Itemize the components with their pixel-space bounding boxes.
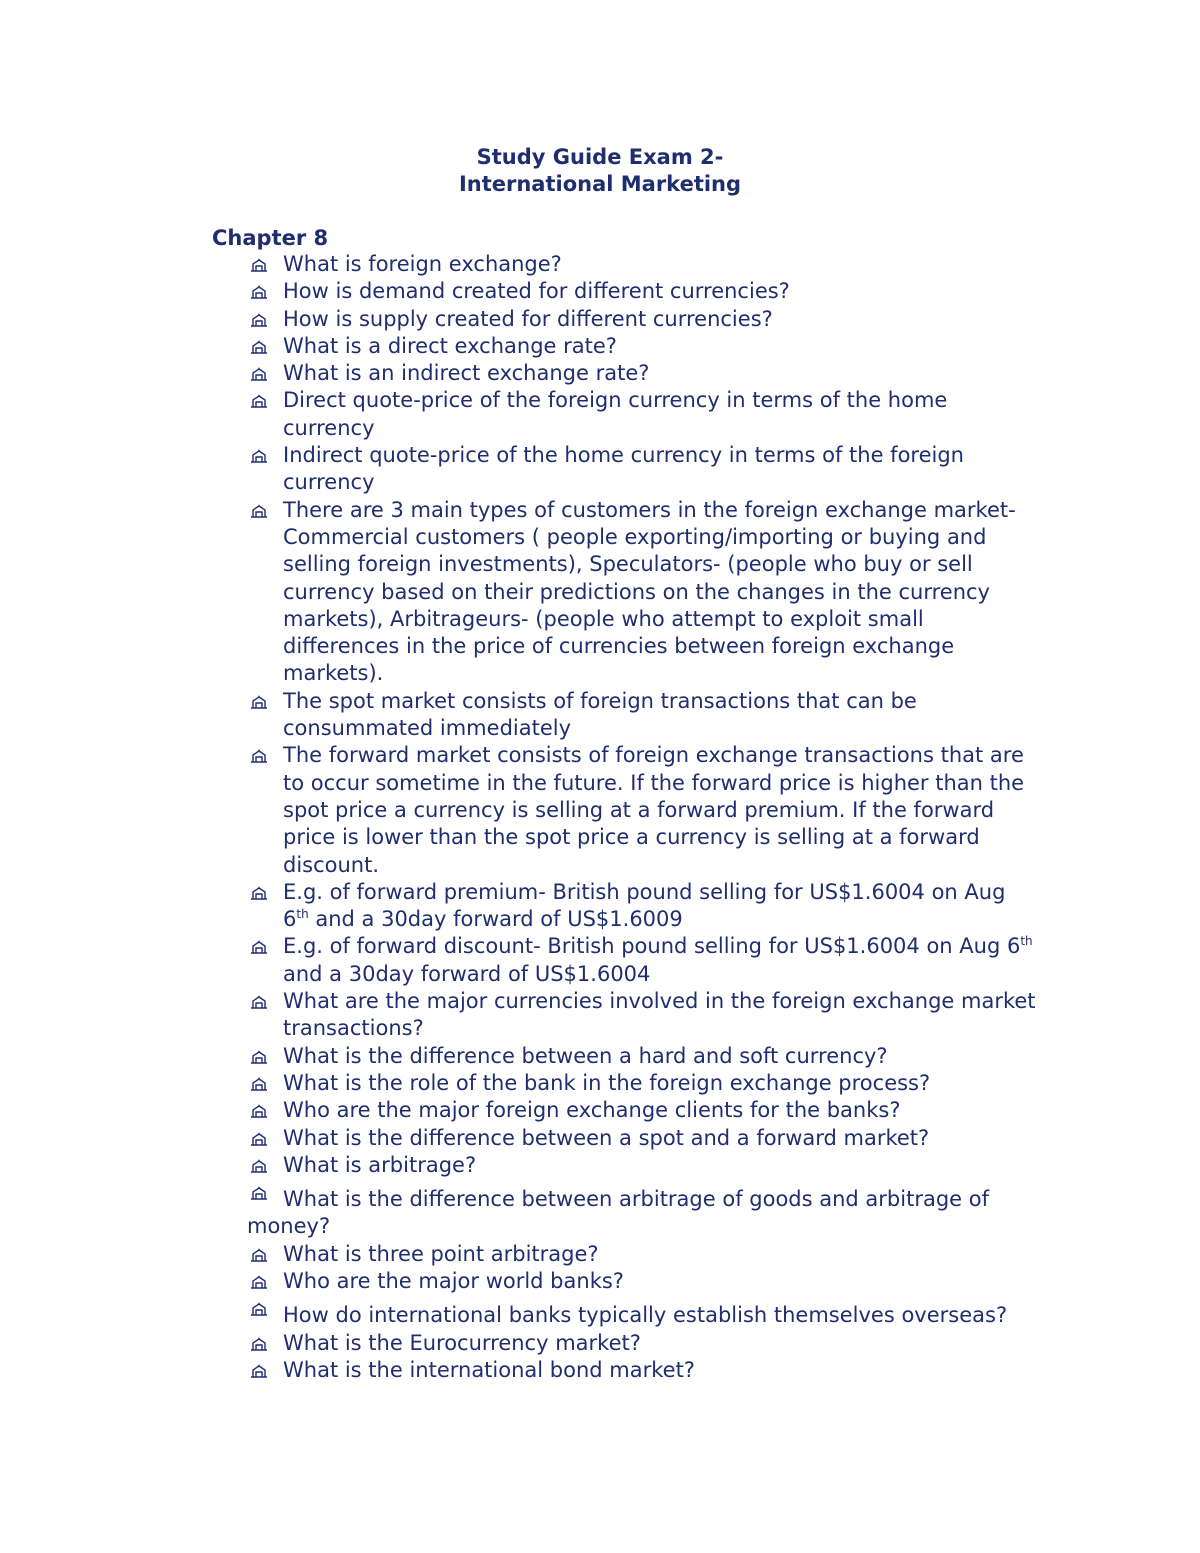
list-item: What is the difference between a spot and a forward market?	[247, 1125, 1037, 1152]
list-item: E.g. of forward premium- British pound selling for US$1.6004 on Aug 6th and a 30day forward of US$1.6009	[247, 879, 1037, 934]
wingdings-bullet-icon	[247, 742, 273, 769]
list-item: How is demand created for different currencies?	[247, 278, 1037, 305]
list-item: What is three point arbitrage?	[247, 1241, 1037, 1268]
question-list	[247, 251, 1037, 1384]
wingdings-bullet-glyph	[249, 1159, 269, 1174]
wingdings-bullet-icon	[247, 442, 273, 469]
wingdings-bullet-icon	[247, 988, 273, 1015]
wingdings-bullet-glyph	[249, 886, 269, 901]
wingdings-bullet-icon	[247, 278, 273, 305]
wingdings-bullet-glyph	[249, 995, 269, 1010]
wingdings-bullet-icon	[247, 1268, 273, 1295]
wingdings-bullet-glyph	[249, 449, 269, 464]
list-item: Indirect quote-price of the home currency in terms of the foreign currency	[247, 442, 1037, 497]
list-item: How do international banks typically establish themselves overseas?	[247, 1295, 1037, 1329]
wingdings-bullet-glyph	[249, 1104, 269, 1119]
list-item: How is supply created for different currencies?	[247, 306, 1037, 333]
list-item: Who are the major foreign exchange clients for the banks?	[247, 1097, 1037, 1124]
list-item: Direct quote-price of the foreign currency in terms of the home currency	[247, 387, 1037, 442]
wingdings-bullet-icon	[247, 1125, 273, 1152]
wingdings-bullet-icon	[247, 688, 273, 715]
wingdings-bullet-icon	[247, 1070, 273, 1097]
wingdings-bullet-glyph	[249, 504, 269, 519]
wingdings-bullet-glyph	[249, 1248, 269, 1263]
list-item: E.g. of forward discount- British pound selling for US$1.6004 on Aug 6th and a 30day forward of US$1.6004	[247, 933, 1037, 988]
list-item: What is foreign exchange?	[247, 251, 1037, 278]
wingdings-bullet-glyph	[249, 285, 269, 300]
wingdings-bullet-glyph	[249, 1364, 269, 1379]
wingdings-bullet-glyph	[249, 1186, 269, 1201]
list-item: What is the Eurocurrency market?	[247, 1330, 1037, 1357]
wingdings-bullet-glyph	[249, 940, 269, 955]
document-title-line-2: International Marketing	[458, 172, 742, 196]
wingdings-bullet-icon	[247, 1295, 283, 1322]
wingdings-bullet-glyph	[249, 258, 269, 273]
list-item: What are the major currencies involved in the foreign exchange market transactions?	[247, 988, 1037, 1043]
list-item: What is the role of the bank in the foreign exchange process?	[247, 1070, 1037, 1097]
list-item: What is the difference between arbitrage of goods and arbitrage of money?	[247, 1179, 1037, 1241]
wingdings-bullet-glyph	[249, 313, 269, 328]
wingdings-bullet-icon	[247, 387, 273, 414]
wingdings-bullet-icon	[247, 1330, 273, 1357]
wingdings-bullet-icon	[247, 933, 273, 960]
wingdings-bullet-glyph	[249, 340, 269, 355]
wingdings-bullet-glyph	[249, 1302, 269, 1317]
document-title-line-1: Study Guide Exam 2-	[476, 145, 724, 169]
wingdings-bullet-icon	[247, 879, 273, 906]
wingdings-bullet-glyph	[249, 1132, 269, 1147]
wingdings-bullet-glyph	[249, 1077, 269, 1092]
list-item: What is the difference between a hard and soft currency?	[247, 1043, 1037, 1070]
list-item: What is a direct exchange rate?	[247, 333, 1037, 360]
wingdings-bullet-icon	[247, 497, 273, 524]
wingdings-bullet-icon	[247, 1179, 283, 1206]
wingdings-bullet-icon	[247, 306, 273, 333]
wingdings-bullet-glyph	[249, 1050, 269, 1065]
wingdings-bullet-icon	[247, 1152, 273, 1179]
wingdings-bullet-icon	[247, 333, 273, 360]
wingdings-bullet-icon	[247, 1097, 273, 1124]
wingdings-bullet-glyph	[249, 749, 269, 764]
list-item: The spot market consists of foreign transactions that can be consummated immediately	[247, 688, 1037, 743]
wingdings-bullet-glyph	[249, 695, 269, 710]
chapter-heading: Chapter 8	[212, 226, 329, 250]
list-item: The forward market consists of foreign exchange transactions that are to occur sometime in the future. If the forward price is higher than the spot price a currency is selling at a forward premium. If the forward price is lower than the spot price a currency is selling at a forward discount.	[247, 742, 1037, 878]
wingdings-bullet-icon	[247, 1357, 273, 1384]
wingdings-bullet-glyph	[249, 1275, 269, 1290]
wingdings-bullet-glyph	[249, 394, 269, 409]
list-item: What is an indirect exchange rate?	[247, 360, 1037, 387]
list-item: Who are the major world banks?	[247, 1268, 1037, 1295]
wingdings-bullet-icon	[247, 251, 273, 278]
wingdings-bullet-glyph	[249, 1337, 269, 1352]
wingdings-bullet-icon	[247, 1043, 273, 1070]
wingdings-bullet-glyph	[249, 367, 269, 382]
wingdings-bullet-icon	[247, 360, 273, 387]
list-item: There are 3 main types of customers in the foreign exchange market- Commercial customers ( people exporting/importing or buying and selling foreign investments), Speculators- (people who buy or sell currency based on their predictions on the changes in the currency markets), Arbitrageurs- (people who attempt to exploit small differences in the price of currencies between foreign exchange markets).	[247, 497, 1037, 688]
wingdings-bullet-icon	[247, 1241, 273, 1268]
list-item: What is the international bond market?	[247, 1357, 1037, 1384]
list-item: What is arbitrage?	[247, 1152, 1037, 1179]
